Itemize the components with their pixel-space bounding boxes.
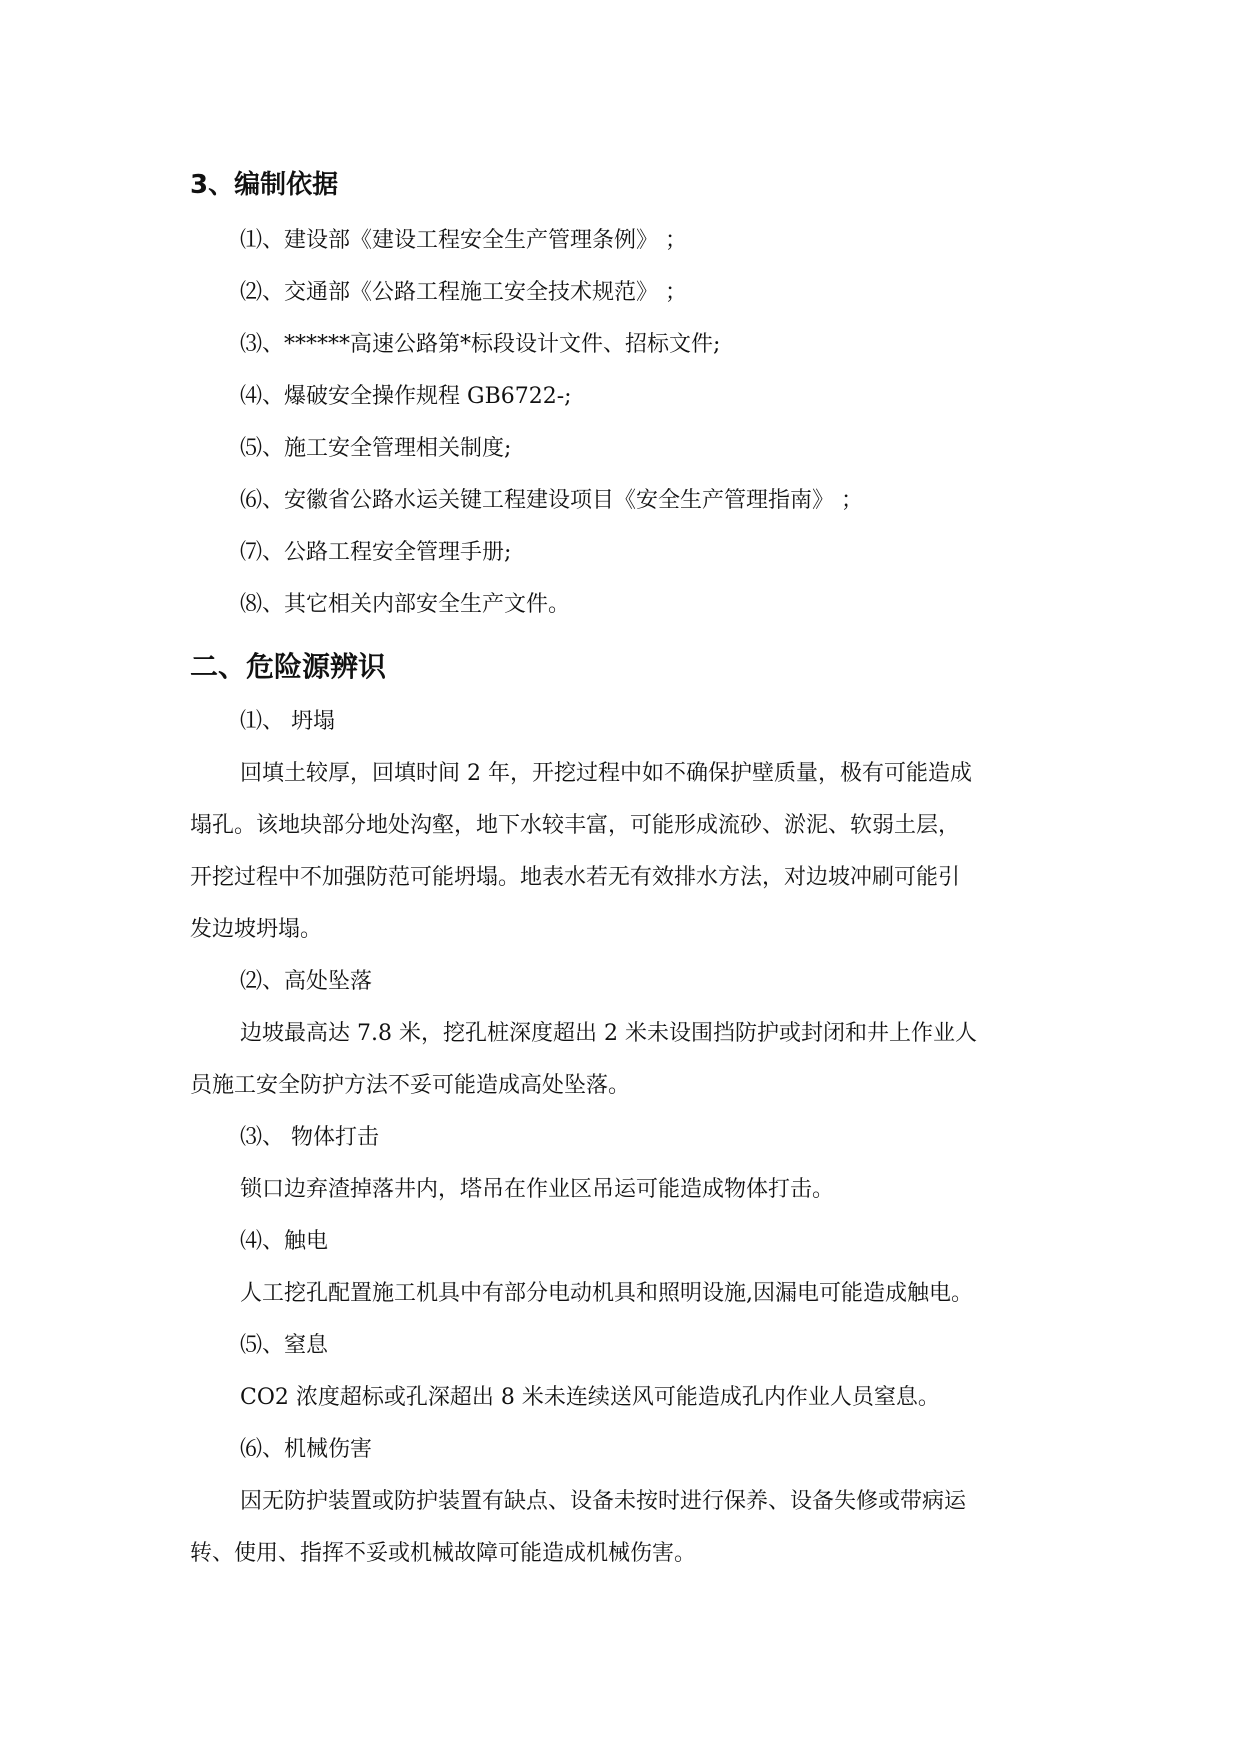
hazard-text-line: 塌孔。该地块部分地处沟壑，地下水较丰富，可能形成流砂、淤泥、软弱土层， (190, 813, 961, 838)
basis-item-2: ⑵、交通部《公路工程施工安全技术规范》 ； (240, 280, 687, 305)
hazard-text-line: 因无防护装置或防护装置有缺点、设备未按时进行保养、设备失修或带病运 (240, 1489, 967, 1514)
hazard-title-electric-shock: ⑷、触电 (240, 1229, 329, 1254)
basis-item-8: ⑻、其它相关内部安全生产文件。 (240, 592, 571, 617)
section-heading-hazards: 二、危险源辨识 (190, 650, 387, 683)
hazard-title-suffocation: ⑸、窒息 (240, 1333, 329, 1358)
hazard-title-object-strike: ⑶、 物体打击 (240, 1125, 379, 1150)
hazard-text-line: 发边坡坍塌。 (190, 917, 323, 942)
hazard-text-line: 转、使用、指挥不妥或机械故障可能造成机械伤害。 (190, 1541, 697, 1566)
hazard-text-line: 锁口边弃渣掉落井内，塔吊在作业区吊运可能造成物体打击。 (240, 1177, 835, 1202)
hazard-text-line: 人工挖孔配置施工机具中有部分电动机具和照明设施,因漏电可能造成触电。 (240, 1281, 973, 1306)
basis-item-3: ⑶、******高速公路第*标段设计文件、招标文件; (240, 332, 721, 357)
hazard-text-line: 边坡最高达 7.8 米，挖孔桩深度超出 2 米未设围挡防护或封闭和井上作业人 (240, 1021, 977, 1046)
basis-item-6: ⑹、安徽省公路水运关键工程建设项目《安全生产管理指南》 ； (240, 488, 863, 513)
hazard-text-line: CO2 浓度超标或孔深超出 8 米未连续送风可能造成孔内作业人员窒息。 (240, 1385, 940, 1410)
hazard-title-mechanical-injury: ⑹、机械伤害 (240, 1437, 373, 1462)
basis-item-5: ⑸、施工安全管理相关制度; (240, 436, 512, 461)
basis-item-1: ⑴、建设部《建设工程安全生产管理条例》 ； (240, 228, 687, 253)
hazard-text-line: 回填土较厚，回填时间 2 年，开挖过程中如不确保护壁质量，极有可能造成 (240, 761, 972, 786)
hazard-text-line: 开挖过程中不加强防范可能坍塌。地表水若无有效排水方法，对边坡冲刷可能引 (190, 865, 961, 890)
hazard-title-fall: ⑵、高处坠落 (240, 969, 373, 994)
basis-item-4: ⑷、爆破安全操作规程 GB6722-; (240, 384, 572, 409)
section-heading-basis: 3、编制依据 (190, 170, 339, 200)
basis-item-7: ⑺、公路工程安全管理手册; (240, 540, 512, 565)
hazard-title-collapse: ⑴、 坍塌 (240, 709, 335, 734)
hazard-text-line: 员施工安全防护方法不妥可能造成高处坠落。 (190, 1073, 631, 1098)
